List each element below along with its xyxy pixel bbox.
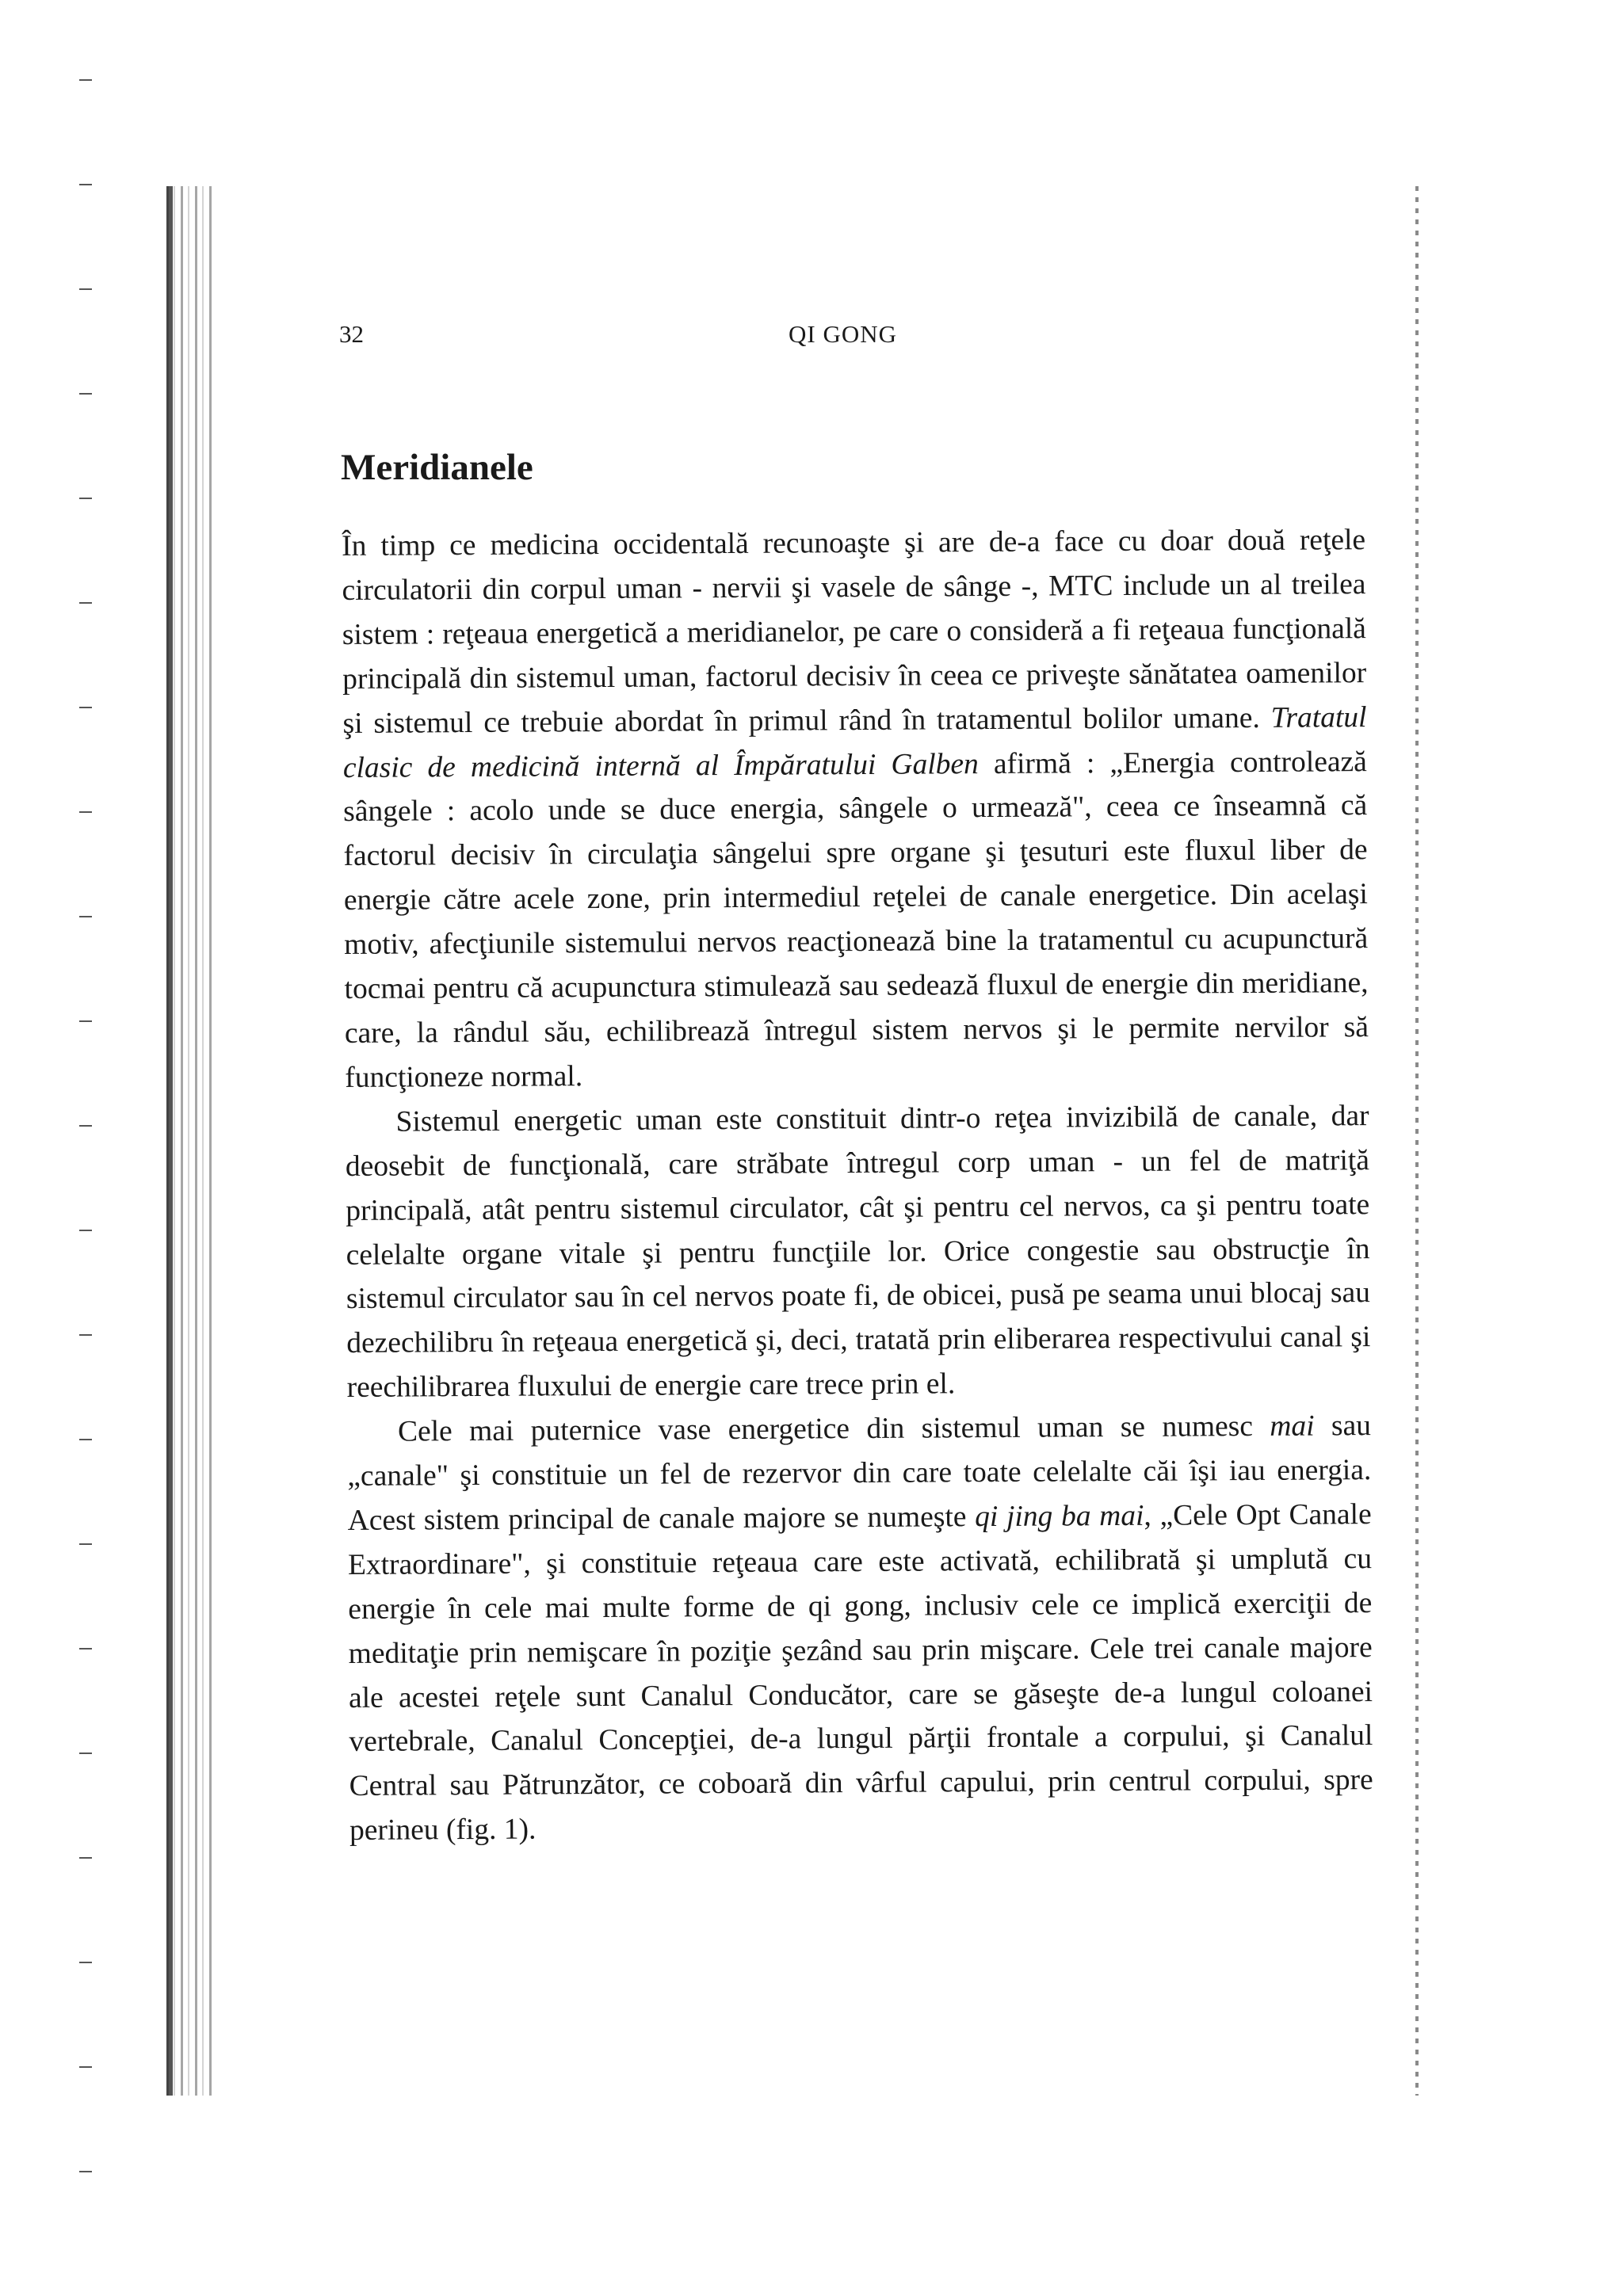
scan-mark bbox=[79, 498, 92, 499]
scan-mark bbox=[79, 1439, 92, 1440]
scan-mark bbox=[79, 2171, 92, 2172]
text-run: , „Cele Opt Canale Extraordinare", şi constituie reţeaua care este activată, echilibrată şi umplută cu energie în cele mai multe forme de qi gong, inclusiv cele ce implică exerciţii de meditaţie prin nemişcare în poziţie şezând sau prin mişcare. Cele trei canale majore ale acestei reţele sunt Canalul Conducător, care se găseşte de-a lungul coloanei vertebrale, Canalul Concepţiei, de-a lungul părţii frontale a corpului, şi Canalul Central sau Pătrunzător, ce coboară din vârful capului, prin centrul corpului, spre perineu (fig. 1). bbox=[347, 1498, 1373, 1848]
scan-mark bbox=[79, 1962, 92, 1963]
scan-mark bbox=[79, 1334, 92, 1336]
text-run: Cele mai puternice vase energetice din sistemul uman se numesc bbox=[397, 1409, 1270, 1448]
italic-text: Tratatul clasic de medicină internă al Împăratului Galben bbox=[342, 700, 1367, 784]
scan-mark bbox=[79, 288, 92, 290]
scan-mark bbox=[79, 1753, 92, 1754]
italic-text: mai bbox=[1270, 1409, 1315, 1443]
scan-mark bbox=[79, 184, 92, 185]
scan-mark bbox=[79, 1648, 92, 1650]
scan-mark bbox=[79, 1020, 92, 1022]
scan-mark bbox=[79, 1857, 92, 1859]
text-run: afirmă : „Energia controlează sângele : acolo unde se duce energia, sângele o urmează", ceea ce înseamnă că factorul decisiv în circulaţia sângelui spre organe şi ţesuturi este fluxul liber de energie către acele zone, prin intermediul reţelei de canale energetice. Din acelaşi motiv, afecţiunile sistemului nervos reacţionează bine la tratamentul cu acupunctură tocmai pentru că acupunctura stimulează sau sedează fluxul de energie din meridiane, care, la rândul său, echilibrează întregul sistem nervos şi le permite nervilor să funcţioneze normal. bbox=[343, 745, 1369, 1094]
scan-mark bbox=[79, 811, 92, 813]
scan-mark bbox=[79, 79, 92, 81]
body-text bbox=[342, 518, 1373, 1853]
scan-edge-marks bbox=[79, 79, 95, 2282]
paragraph-3 bbox=[347, 1404, 1373, 1853]
page-number: 32 bbox=[339, 320, 364, 348]
text-run: Sistemul energetic uman este constituit dintr-o reţea invizibilă de canale, dar deosebit de funcţională, care străbate întregul corp uman - un fel de matriţă principală, atât pentru sistemul circulator, cât şi pentru cel nervos, ca şi pentru toate celelalte organe vitale şi pentru funcţiile lor. Orice congestie sau obstrucţie în sistemul circulator sau în cel nervos poate fi, de obicei, pusă pe seama unui blocaj sau dezechilibru în reţeaua energetică şi, deci, tratată prin eliberarea respectivului canal şi reechilibrarea fluxului de energie care trece prin el. bbox=[345, 1099, 1371, 1405]
scan-mark bbox=[79, 602, 92, 604]
paragraph-2 bbox=[345, 1094, 1370, 1410]
scan-mark bbox=[79, 393, 92, 395]
running-title: QI GONG bbox=[789, 320, 898, 348]
scan-mark bbox=[79, 1230, 92, 1231]
scan-mark bbox=[79, 916, 92, 917]
scan-mark bbox=[79, 1125, 92, 1127]
scan-mark bbox=[79, 2066, 92, 2068]
text-run: sau „canale" şi constituie un fel de rezervor din care toate celelalte căi îşi iau energia. Acest sistem principal de canale majore se numeşte bbox=[347, 1409, 1372, 1537]
scan-right-edge bbox=[1415, 186, 1419, 2096]
scan-mark bbox=[79, 707, 92, 708]
scan-binding-edge bbox=[166, 186, 173, 2096]
text-run: În timp ce medicina occidentală recunoaşte şi are de-a face cu doar două reţele circulatorii din corpul uman - nervii şi vasele de sânge -, MTC include un al treilea sistem : reţeaua energetică a meridianelor, pe care o consideră a fi reţeaua funcţională principală din sistemul uman, factorul decisiv în ceea ce priveşte sănătatea oamenilor şi sistemul ce trebuie abordat în primul rând în tratamentul bolilor umane. bbox=[342, 524, 1367, 740]
scan-mark bbox=[79, 1543, 92, 1545]
paragraph-1 bbox=[342, 518, 1369, 1100]
section-title: Meridianele bbox=[341, 447, 533, 488]
scan-binding-shadow bbox=[166, 186, 214, 2096]
running-head bbox=[0, 320, 1623, 360]
italic-text: qi jing ba mai bbox=[975, 1499, 1144, 1534]
